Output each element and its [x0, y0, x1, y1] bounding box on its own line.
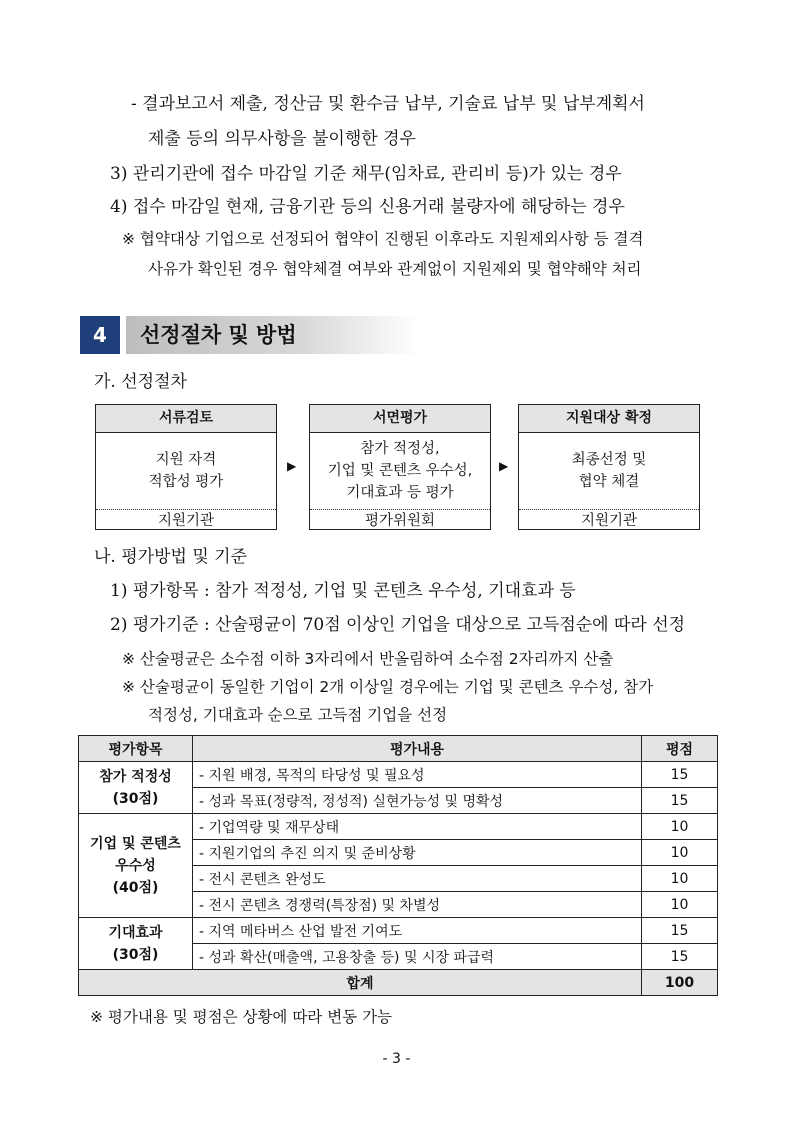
table-note: ※ 평가내용 및 평점은 상황에 따라 변동 가능: [90, 1008, 393, 1026]
table-row: [79, 762, 718, 788]
score-cell: 15: [642, 944, 718, 970]
step-box-written-evaluation: [309, 404, 491, 530]
evaluation-items-line: 1) 평가항목 : 참가 적정성, 기업 및 콘텐츠 우수성, 기대효과 등: [110, 581, 576, 601]
score-cell: 10: [642, 840, 718, 866]
score-cell: 10: [642, 892, 718, 918]
arrow-right-icon: ▶: [499, 459, 509, 473]
step-title: 서류검토: [96, 405, 276, 433]
section-number: 4: [80, 316, 120, 354]
total-label: 합계: [79, 970, 642, 996]
table-row: [79, 814, 718, 840]
evaluation-note-2: ※ 산술평균이 동일한 기업이 2개 이상일 경우에는 기업 및 콘텐츠 우수성, 참가: [122, 678, 654, 696]
procedure-heading: 가. 선정절차: [94, 372, 187, 392]
evaluation-note-1: ※ 산술평균은 소수점 이하 3자리에서 반올림하여 소수점 2자리까지 산출: [122, 650, 614, 668]
evaluation-criteria-line: 2) 평가기준 : 산술평균이 70점 이상인 기업을 대상으로 고득점순에 따라 선정: [110, 615, 686, 635]
exclusion-note-1: ※ 협약대상 기업으로 선정되어 협약이 진행된 이후라도 지원제외사항 등 결격: [122, 230, 644, 248]
step-agent: 평가위원회: [364, 513, 436, 529]
step-box-final-selection: [518, 404, 700, 530]
evaluation-note-2-cont: 적정성, 기대효과 순으로 고득점 기업을 선정: [148, 706, 448, 724]
score-cell: 10: [642, 814, 718, 840]
evaluation-heading: 나. 평가방법 및 기준: [94, 547, 247, 567]
step-body: 최종선정 및 협약 체결: [519, 433, 699, 510]
category-cell: 기업 및 콘텐츠 우수성 (40점): [79, 814, 193, 918]
condition-line-1-cont: 제출 등의 의무사항을 불이행한 경우: [148, 129, 416, 149]
table-header: 평가항목: [79, 736, 193, 762]
arrow-right-icon: ▶: [287, 459, 297, 473]
condition-line-3: 3) 관리기관에 접수 마감일 기준 채무(임차료, 관리비 등)가 있는 경우: [110, 164, 622, 184]
step-box-document-review: [95, 404, 277, 530]
condition-line-1: - 결과보고서 제출, 정산금 및 환수금 납부, 기술료 납부 및 납부계획서: [131, 94, 645, 114]
content-cell: - 전시 콘텐츠 경쟁력(특장점) 및 차별성: [193, 892, 642, 918]
content-cell: - 지역 메타버스 산업 발전 기여도: [193, 918, 642, 944]
table-total-row: [79, 970, 718, 996]
table-header: 평가내용: [193, 736, 642, 762]
condition-line-4: 4) 접수 마감일 현재, 금융기관 등의 신용거래 불량자에 해당하는 경우: [110, 197, 625, 217]
exclusion-note-2: 사유가 확인된 경우 협약체결 여부와 관계없이 지원제외 및 협약해약 처리: [148, 260, 642, 278]
score-cell: 10: [642, 866, 718, 892]
section-header: [80, 316, 420, 354]
step-body: 참가 적정성, 기업 및 콘텐츠 우수성, 기대효과 등 평가: [310, 433, 490, 510]
section-title: 선정절차 및 방법: [140, 323, 297, 347]
total-score: 100: [642, 970, 718, 996]
table-row: [79, 918, 718, 944]
score-cell: 15: [642, 788, 718, 814]
table-header: 평점: [642, 736, 718, 762]
content-cell: - 전시 콘텐츠 완성도: [193, 866, 642, 892]
step-title: 서면평가: [310, 405, 490, 433]
page-number: - 3 -: [382, 1051, 411, 1067]
content-cell: - 성과 목표(정량적, 정성적) 실현가능성 및 명확성: [193, 788, 642, 814]
category-cell: 기대효과 (30점): [79, 918, 193, 970]
evaluation-table: [78, 735, 718, 996]
score-cell: 15: [642, 918, 718, 944]
score-cell: 15: [642, 762, 718, 788]
section-title-bar: [126, 316, 420, 354]
step-body: 지원 자격 적합성 평가: [96, 433, 276, 510]
step-agent: 지원기관: [157, 513, 215, 529]
content-cell: - 기업역량 및 재무상태: [193, 814, 642, 840]
step-title: 지원대상 확정: [519, 405, 699, 433]
table-header-row: [79, 736, 718, 762]
content-cell: - 지원 배경, 목적의 타당성 및 필요성: [193, 762, 642, 788]
category-cell: 참가 적정성 (30점): [79, 762, 193, 814]
content-cell: - 지원기업의 추진 의지 및 준비상황: [193, 840, 642, 866]
step-agent: 지원기관: [580, 513, 638, 529]
content-cell: - 성과 확산(매출액, 고용창출 등) 및 시장 파급력: [193, 944, 642, 970]
